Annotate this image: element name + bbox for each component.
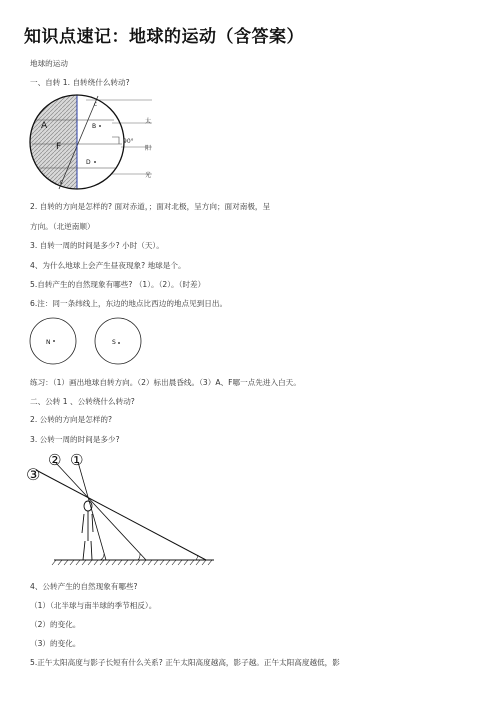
south-pole-circle — [95, 318, 141, 364]
earth-day-night-diagram — [26, 92, 166, 194]
sun-position-1: ① — [70, 451, 84, 469]
note-sunrise: 6.注：同一条纬线上，东边的地点比西边的地点见到日出。 — [30, 299, 228, 308]
night-side-shading — [26, 92, 77, 194]
sunlight-label-2: 阳 — [145, 145, 152, 152]
sunlight-label-1: 太 — [145, 118, 152, 125]
question-day-night: 4、为什么地球上会产生昼夜现象? 地球是个。 — [30, 261, 186, 270]
point-f-label: F — [56, 142, 62, 152]
question-rotation-direction: 2. 自转的方向是怎样的? 面对赤道，；面对北极，呈方向；面对南极，呈 — [30, 202, 271, 211]
north-pole-label: N — [46, 339, 51, 346]
south-pole-label: S — [112, 339, 116, 346]
question-rotation-phenomena: 5.自转产生的自然现象有哪些? （1）。（2）。（时差） — [30, 280, 206, 289]
polar-view-diagram — [28, 314, 148, 370]
section-heading: 地球的运动 — [30, 59, 68, 68]
answer-change-3: （3）的变化。 — [30, 639, 81, 648]
practice-questions: 练习：（1）画出地球自转方向。（2）标出晨昏线。（3）A、F哪一点先进入白天。 — [30, 378, 301, 387]
sun-ray-2 — [56, 463, 146, 560]
sun-shadow-diagram — [26, 448, 216, 574]
sun-position-3: ③ — [26, 465, 41, 484]
answer-direction: 方向。（北逆南顺） — [30, 222, 95, 231]
page-title: 知识点速记：地球的运动（含答案） — [24, 27, 304, 47]
question-sun-altitude-shadow: 5.正午太阳高度与影子长短有什么关系? 正午太阳高度越高，影子越。正午太阳高度越低，影 — [30, 658, 340, 667]
question-revolution-direction: 2. 公转的方向是怎样的? — [30, 415, 113, 424]
answer-seasons: （1）（北半球与南半球的季节相反）。 — [30, 601, 157, 610]
question-rotation-period: 3. 自转一周的时间是多少? 小时（天）。 — [30, 241, 164, 250]
point-d-label: D — [86, 159, 91, 166]
answer-change-2: （2）的变化。 — [30, 620, 81, 629]
point-e-label: E — [60, 181, 63, 186]
point-c-label: C — [94, 103, 98, 108]
question-revolution-center: 二、公转 1 、公转绕什么转动? — [30, 397, 135, 406]
sun-ray-3 — [36, 470, 206, 560]
point-a-label: A — [41, 121, 48, 131]
question-rotation-axis: 一、自转 1. 自转绕什么转动? — [30, 78, 130, 87]
point-b-label: B — [92, 123, 97, 130]
sun-ray-1 — [78, 462, 106, 560]
sun-position-2: ② — [48, 451, 62, 469]
north-pole-circle — [30, 318, 76, 364]
angle-label: 90° — [123, 138, 134, 145]
question-revolution-period: 3. 公转一周的时间是多少? — [30, 435, 120, 444]
question-revolution-phenomena: 4、公转产生的自然现象有哪些? — [30, 582, 138, 591]
sunlight-label-3: 光 — [145, 172, 152, 179]
